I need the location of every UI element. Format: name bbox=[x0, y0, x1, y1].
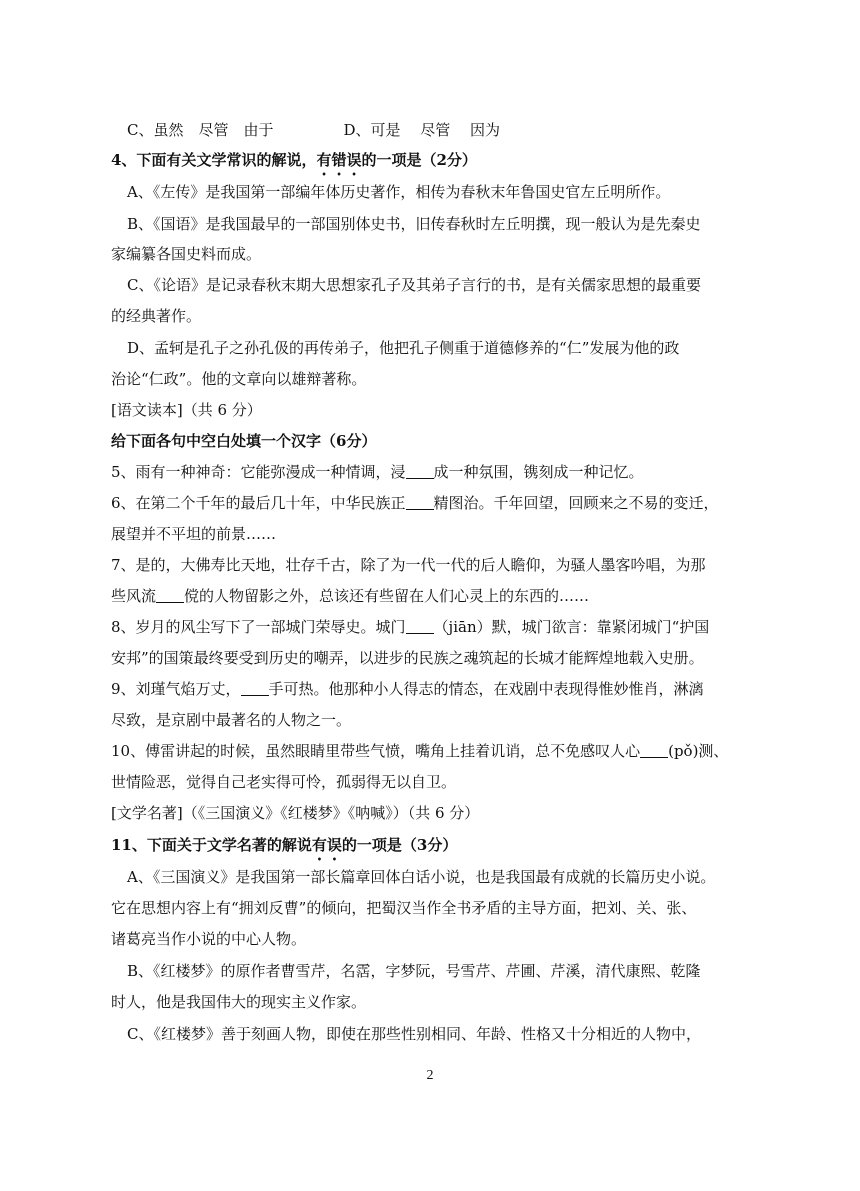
q11-option-a-line2: 它在思想内容上有“拥刘反曹”的倾向，把蜀汉当作全书矛盾的主导方面，把刘、关、张、 bbox=[111, 899, 697, 917]
q11-title-emphasis: 有误 bbox=[311, 836, 342, 854]
q10-line1 bbox=[111, 740, 751, 762]
q9-blank[interactable] bbox=[241, 681, 269, 696]
q4-title-end: 的一项是（2分） bbox=[361, 151, 477, 169]
q7-blank[interactable] bbox=[156, 588, 184, 603]
q5-blank[interactable] bbox=[406, 464, 434, 479]
q11-option-a-line3: 诸葛亮当作小说的中心人物。 bbox=[111, 930, 307, 948]
classics-section-heading: [文学名著]（《三国演义》《红楼梦》《呐喊》）（共 6 分） bbox=[111, 804, 480, 822]
q3-option-c: C、虽然 尽管 由于 bbox=[127, 121, 274, 139]
q8-end: （jiān）默，城门欲言：靠紧闭城门“护国 bbox=[433, 618, 710, 636]
q4-title-start: 4、下面有关文学常识的解说， bbox=[111, 151, 317, 169]
q8-start: 8、岁月的风尘写下了一部城门荣辱史。城门 bbox=[111, 618, 406, 636]
q8-line2: 安邦”的国策最终要受到历史的嘲弄，以进步的民族之魂筑起的长城才能辉煌地载入史册。 bbox=[111, 649, 704, 667]
q9-line1 bbox=[111, 678, 751, 700]
q4-option-d-line1: D、孟轲是孔子之孙孔伋的再传弟子，他把孔子侧重于道德修养的“仁”发展为他的政 bbox=[127, 339, 680, 357]
q11-option-b-line1: B、《红楼梦》的原作者曹雪芹，名霑，字梦阮，号雪芹、芹圃、芹溪，清代康熙、乾隆 bbox=[127, 962, 701, 980]
q3-option-d: D、可是 尽管 因为 bbox=[343, 121, 501, 139]
q4-option-a: A、《左传》是我国第一部编年体历史著作，相传为春秋末年鲁国史官左丘明所作。 bbox=[127, 183, 671, 201]
q5-start: 5、雨有一种神奇：它能弥漫成一种情调，浸 bbox=[111, 463, 406, 481]
q4-option-c-line2: 的经典著作。 bbox=[111, 307, 202, 325]
q6-blank[interactable] bbox=[406, 495, 434, 510]
q4-title-emphasis: 有错误 bbox=[316, 151, 362, 169]
q6-line2: 展望并不平坦的前景…… bbox=[111, 525, 277, 543]
q5-end: 成一种氛围，镌刻成一种记忆。 bbox=[433, 463, 644, 481]
q7-line2 bbox=[111, 585, 751, 607]
q11-title-end: 的一项是（3分） bbox=[341, 836, 458, 854]
q8-blank[interactable] bbox=[406, 619, 434, 634]
reading-section-heading: [语文读本]（共 6 分） bbox=[111, 401, 262, 419]
q4-title bbox=[111, 149, 751, 179]
q10-start: 10、傅雷讲起的时候，虽然眼睛里带些气愤，嘴角上挂着讥诮，总不免感叹人心 bbox=[111, 742, 641, 760]
q8-line1 bbox=[111, 616, 751, 638]
q11-option-a-line1: A、《三国演义》是我国第一部长篇章回体白话小说，也是我国最有成就的长篇历史小说。 bbox=[127, 868, 716, 886]
q4-option-c-line1: C、《论语》是记录春秋末期大思想家孔子及其弟子言行的书，是有关儒家思想的最重要 bbox=[127, 276, 701, 294]
q3-options bbox=[127, 119, 767, 141]
q6-end: 精图治。千年回望，回顾来之不易的变迁， bbox=[433, 494, 719, 512]
q9-line2: 尽致，是京剧中最著名的人物之一。 bbox=[111, 711, 352, 729]
reading-instruction: 给下面各句中空白处填一个汉字（6分） bbox=[111, 432, 377, 450]
q7-end: 傥的人物留影之外，总该还有些留在人们心灵上的东西的…… bbox=[184, 587, 590, 605]
q10-line2: 世情险恶，觉得自己老实得可怜，孤弱得无以自卫。 bbox=[111, 773, 457, 791]
q9-start: 9、刘瑾气焰万丈， bbox=[111, 680, 241, 698]
q11-option-b-line2: 时人，他是我国伟大的现实主义作家。 bbox=[111, 993, 367, 1011]
q11-title-start: 11、下面关于文学名著的解说 bbox=[111, 836, 312, 854]
q6-start: 6、在第二个千年的最后几十年，中华民族正 bbox=[111, 494, 406, 512]
q7-line1: 7、是的，大佛寿比天地，壮存千古，除了为一代一代的后人瞻仰，为骚人墨客吟唱，为那 bbox=[111, 556, 706, 574]
q10-end: (pǒ)测、 bbox=[668, 742, 729, 760]
q11-title bbox=[111, 834, 751, 864]
q5 bbox=[111, 461, 751, 483]
q11-option-c-line1: C、《红楼梦》善于刻画人物，即使在那些性别相同、年龄、性格又十分相近的人物中， bbox=[127, 1025, 701, 1043]
q9-end: 手可热。他那种小人得志的情态，在戏剧中表现得惟妙惟肖，淋漓 bbox=[268, 680, 704, 698]
page-number: 2 bbox=[426, 1068, 434, 1083]
q10-blank[interactable] bbox=[640, 743, 668, 758]
q6-line1 bbox=[111, 492, 751, 514]
q4-option-b-line1: B、《国语》是我国最早的一部国别体史书，旧传春秋时左丘明撰，现一般认为是先秦史 bbox=[127, 215, 701, 233]
q4-option-b-line2: 家编纂各国史料而成。 bbox=[111, 245, 262, 263]
q7-start: 些风流 bbox=[111, 587, 157, 605]
q4-option-d-line2: 治论“仁政”。他的文章向以雄辩著称。 bbox=[111, 370, 367, 388]
